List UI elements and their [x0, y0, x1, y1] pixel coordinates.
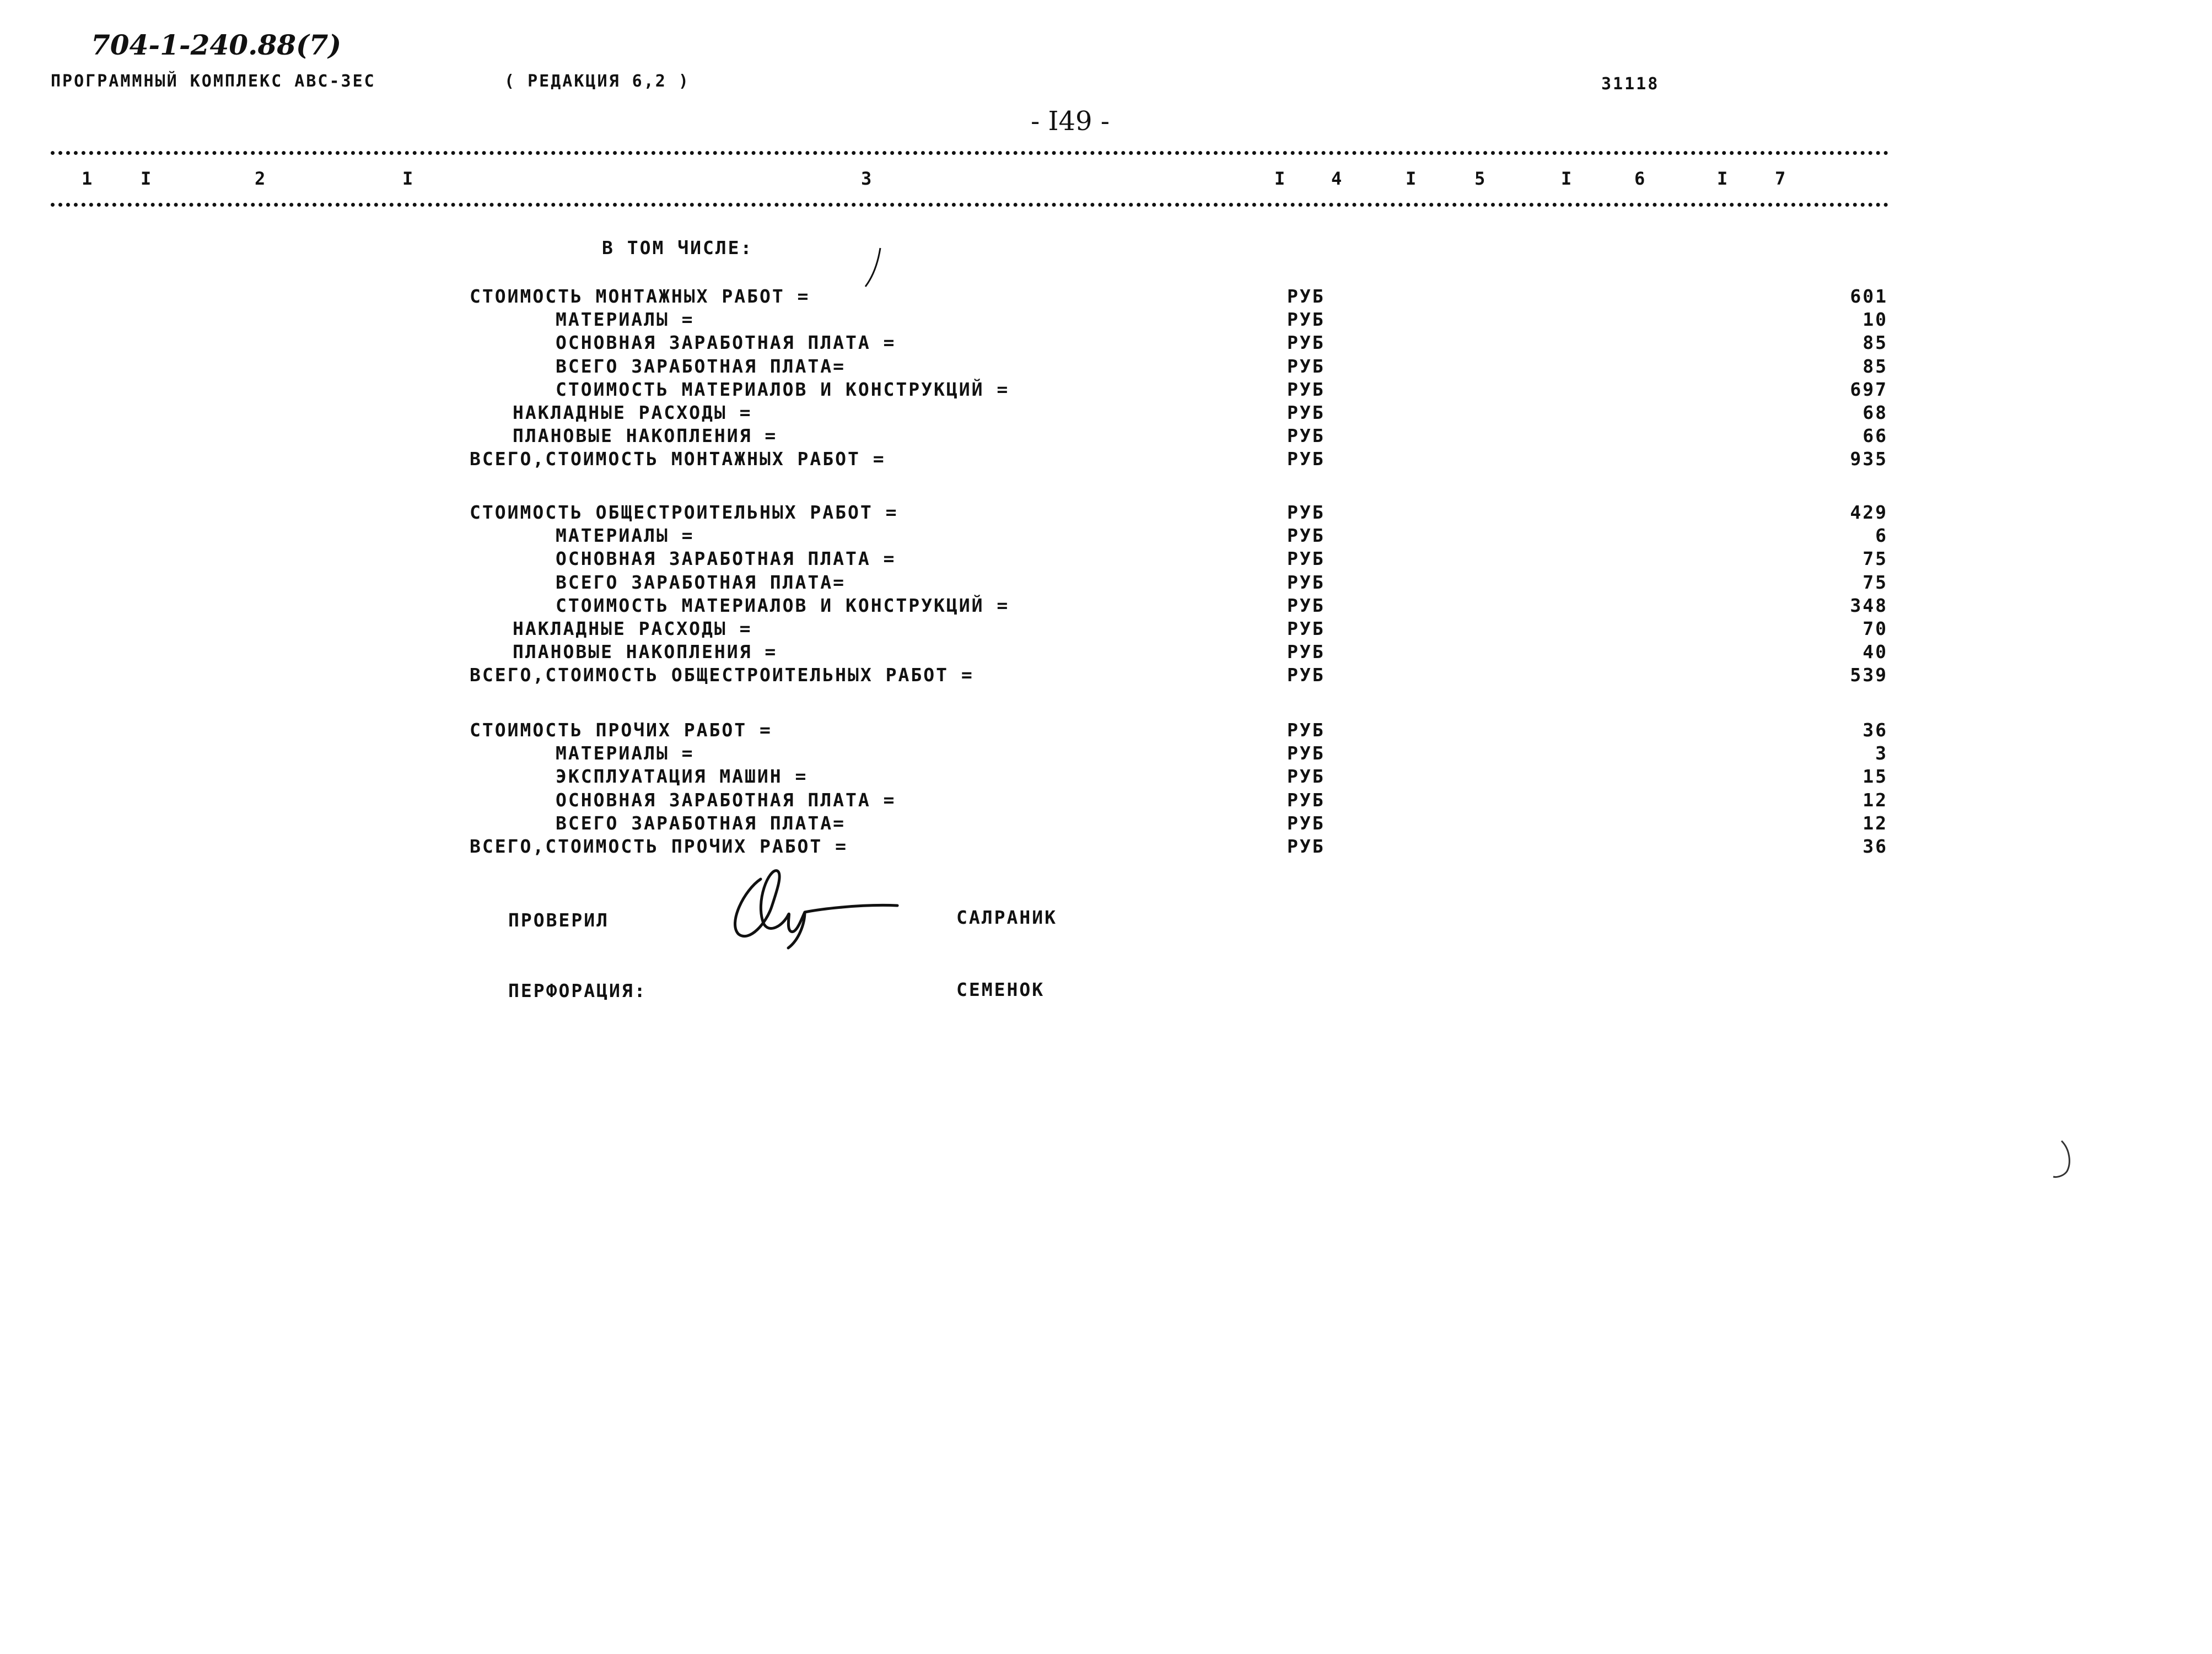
row-value: 66: [1863, 425, 1888, 446]
row-label: НАКЛАДНЫЕ РАСХОДЫ =: [513, 618, 752, 639]
row-value: 15: [1863, 766, 1888, 787]
section-title: В ТОМ ЧИСЛЕ:: [602, 237, 754, 258]
program-title: ПРОГРАММНЫЙ КОМПЛЕКС АВС-ЗЕС: [51, 72, 376, 91]
row-unit: РУБ: [1287, 502, 1325, 523]
row-label: ОСНОВНАЯ ЗАРАБОТНАЯ ПЛАТА =: [556, 332, 896, 353]
column-number-5: 5: [1474, 168, 1486, 189]
row-value: 539: [1850, 664, 1888, 686]
row-value: 601: [1850, 285, 1888, 307]
row-label: СТОИМОСТЬ ОБЩЕСТРОИТЕЛЬНЫХ РАБОТ =: [470, 502, 898, 523]
edition-label: ( РЕДАКЦИЯ 6,2 ): [504, 72, 690, 91]
row-label: ВСЕГО ЗАРАБОТНАЯ ПЛАТА=: [556, 355, 846, 377]
row-value: 12: [1863, 789, 1888, 811]
row-unit: РУБ: [1287, 425, 1325, 446]
row-label: СТОИМОСТЬ ПРОЧИХ РАБОТ =: [470, 719, 772, 741]
row-unit: РУБ: [1287, 448, 1325, 470]
row-unit: РУБ: [1287, 812, 1325, 834]
perforation-name: СЕМЕНОК: [956, 979, 1045, 1000]
row-label: СТОИМОСТЬ МАТЕРИАЛОВ И КОНСТРУКЦИЙ =: [556, 379, 1010, 400]
row-label: ОСНОВНАЯ ЗАРАБОТНАЯ ПЛАТА =: [556, 789, 896, 811]
top-rule: [51, 151, 1889, 155]
row-unit: РУБ: [1287, 766, 1325, 787]
row-value: 85: [1863, 355, 1888, 377]
row-value: 3: [1875, 742, 1888, 764]
row-unit: РУБ: [1287, 742, 1325, 764]
column-number-4: 4: [1331, 168, 1342, 189]
row-label: ВСЕГО ЗАРАБОТНАЯ ПЛАТА=: [556, 812, 846, 834]
row-value: 75: [1863, 572, 1888, 593]
signature: [722, 857, 904, 953]
row-unit: РУБ: [1287, 836, 1325, 857]
column-separator: I: [1274, 168, 1285, 189]
row-label: НАКЛАДНЫЕ РАСХОДЫ =: [513, 402, 752, 423]
row-unit: РУБ: [1287, 379, 1325, 400]
row-unit: РУБ: [1287, 618, 1325, 639]
row-label: ОСНОВНАЯ ЗАРАБОТНАЯ ПЛАТА =: [556, 548, 896, 569]
row-unit: РУБ: [1287, 309, 1325, 330]
row-value: 70: [1863, 618, 1888, 639]
checked-label: ПРОВЕРИЛ: [508, 909, 609, 931]
checked-name: САЛРАНИК: [956, 907, 1057, 928]
column-separator: I: [1717, 168, 1728, 189]
row-value: 429: [1850, 502, 1888, 523]
row-unit: РУБ: [1287, 719, 1325, 741]
row-label: ПЛАНОВЫЕ НАКОПЛЕНИЯ =: [513, 425, 778, 446]
row-label: ВСЕГО,СТОИМОСТЬ МОНТАЖНЫХ РАБОТ =: [470, 448, 886, 470]
row-unit: РУБ: [1287, 572, 1325, 593]
row-value: 40: [1863, 641, 1888, 662]
row-value: 348: [1850, 595, 1888, 616]
document-number: 31118: [1601, 74, 1660, 94]
bottom-rule: [51, 203, 1889, 207]
column-separator: I: [402, 168, 413, 189]
row-value: 85: [1863, 332, 1888, 353]
row-unit: РУБ: [1287, 285, 1325, 307]
row-label: ПЛАНОВЫЕ НАКОПЛЕНИЯ =: [513, 641, 778, 662]
column-separator: I: [1561, 168, 1572, 189]
column-number-3: 3: [861, 168, 872, 189]
row-unit: РУБ: [1287, 402, 1325, 423]
row-value: 10: [1863, 309, 1888, 330]
row-value: 68: [1863, 402, 1888, 423]
row-unit: РУБ: [1287, 641, 1325, 662]
row-label: ВСЕГО,СТОИМОСТЬ ПРОЧИХ РАБОТ =: [470, 836, 848, 857]
row-value: 75: [1863, 548, 1888, 569]
row-label: МАТЕРИАЛЫ =: [556, 309, 695, 330]
row-value: 12: [1863, 812, 1888, 834]
row-label: ЭКСПЛУАТАЦИЯ МАШИН =: [556, 766, 808, 787]
row-unit: РУБ: [1287, 595, 1325, 616]
row-label: СТОИМОСТЬ МАТЕРИАЛОВ И КОНСТРУКЦИЙ =: [556, 595, 1010, 616]
pen-mark: [2050, 1138, 2078, 1182]
row-label: СТОИМОСТЬ МОНТАЖНЫХ РАБОТ =: [470, 285, 810, 307]
perforation-label: ПЕРФОРАЦИЯ:: [508, 980, 647, 1001]
column-separator: I: [1406, 168, 1417, 189]
pen-mark: [863, 245, 885, 289]
row-label: ВСЕГО ЗАРАБОТНАЯ ПЛАТА=: [556, 572, 846, 593]
row-unit: РУБ: [1287, 789, 1325, 811]
row-unit: РУБ: [1287, 332, 1325, 353]
column-number-1: 1: [82, 168, 93, 189]
column-number-2: 2: [255, 168, 266, 189]
row-unit: РУБ: [1287, 548, 1325, 569]
row-value: 935: [1850, 448, 1888, 470]
handwritten-code: 704-1-240.88(7): [91, 29, 342, 61]
row-value: 36: [1863, 836, 1888, 857]
row-label: МАТЕРИАЛЫ =: [556, 742, 695, 764]
column-number-7: 7: [1775, 168, 1786, 189]
row-unit: РУБ: [1287, 525, 1325, 546]
row-unit: РУБ: [1287, 664, 1325, 686]
row-unit: РУБ: [1287, 355, 1325, 377]
row-value: 36: [1863, 719, 1888, 741]
row-label: ВСЕГО,СТОИМОСТЬ ОБЩЕСТРОИТЕЛЬНЫХ РАБОТ =: [470, 664, 974, 686]
page-number: - I49 -: [1031, 106, 1110, 137]
row-label: МАТЕРИАЛЫ =: [556, 525, 695, 546]
column-separator: I: [141, 168, 152, 189]
row-value: 697: [1850, 379, 1888, 400]
column-number-6: 6: [1634, 168, 1645, 189]
row-value: 6: [1875, 525, 1888, 546]
